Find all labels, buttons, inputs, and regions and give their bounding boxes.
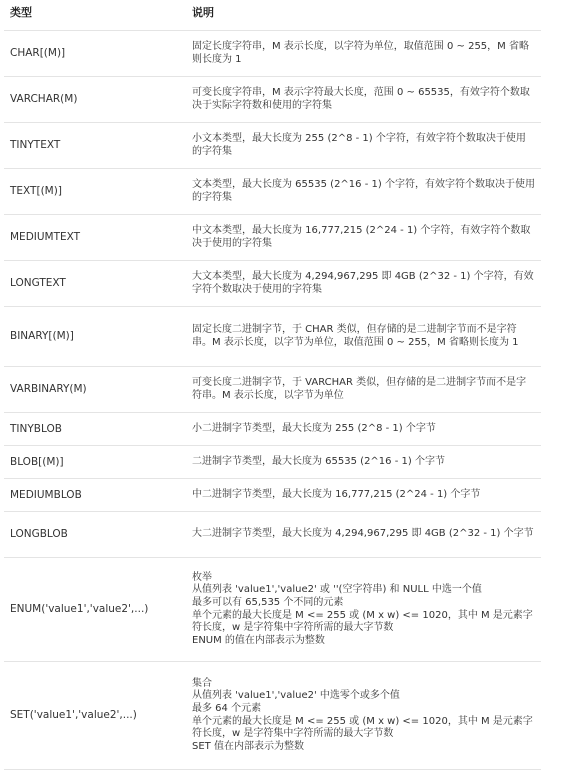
type-cell: MEDIUMBLOB bbox=[4, 479, 186, 512]
table-row bbox=[4, 446, 541, 479]
description-cell bbox=[186, 662, 541, 770]
description-cell bbox=[186, 446, 541, 479]
type-column-header: 类型 bbox=[4, 0, 186, 31]
description-line: 最多可以有 65,535 个不同的元素 bbox=[192, 596, 344, 608]
table-row bbox=[4, 261, 541, 307]
description-line: 单个元素的最大长度是 M <= 255 或 (M x w) <= 1020，其中 M 是元素字符长度，w 是字符集中字符所需的最大字节数 bbox=[192, 715, 533, 740]
description-line: 二进制字节类型，最大长度为 65535 (2^16 - 1) 个字节 bbox=[192, 455, 445, 467]
type-cell: LONGBLOB bbox=[4, 512, 186, 558]
description-cell bbox=[186, 307, 541, 367]
table-row bbox=[4, 123, 541, 169]
table-row bbox=[4, 215, 541, 261]
description-cell bbox=[186, 512, 541, 558]
type-cell: BINARY[(M)] bbox=[4, 307, 186, 367]
description-line: 中文本类型，最大长度为 16,777,215 (2^24 - 1) 个字符，有效字符个数取决于使用的字符集 bbox=[192, 224, 531, 249]
type-cell: CHAR[(M)] bbox=[4, 31, 186, 77]
table-row bbox=[4, 662, 541, 770]
description-line: 小文本类型，最大长度为 255 (2^8 - 1) 个字符，有效字符个数取决于使用的字符集 bbox=[192, 132, 526, 157]
description-line: 最多 64 个元素 bbox=[192, 702, 262, 714]
description-line: SET 值在内部表示为整数 bbox=[192, 740, 304, 752]
description-cell bbox=[186, 413, 541, 446]
type-cell: TINYTEXT bbox=[4, 123, 186, 169]
table-row bbox=[4, 558, 541, 662]
description-line: 单个元素的最大长度是 M <= 255 或 (M x w) <= 1020，其中 M 是元素字符长度，w 是字符集中字符所需的最大字节数 bbox=[192, 609, 533, 634]
description-cell bbox=[186, 169, 541, 215]
table-row bbox=[4, 77, 541, 123]
description-cell bbox=[186, 77, 541, 123]
description-cell bbox=[186, 367, 541, 413]
description-column-header: 说明 bbox=[186, 0, 541, 31]
description-line: 大二进制字节类型，最大长度为 4,294,967,295 即 4GB (2^32 - 1) 个字节 bbox=[192, 528, 534, 540]
description-cell bbox=[186, 558, 541, 662]
data-types-table bbox=[4, 0, 541, 770]
description-line: 固定长度二进制字节，于 CHAR 类似，但存储的是二进制字节而不是字符串。M 表示长度，以字节为单位，取值范围 0 ~ 255，M 省略则长度为 1 bbox=[192, 323, 519, 348]
description-cell bbox=[186, 31, 541, 77]
description-line: 大文本类型，最大长度为 4,294,967,295 即 4GB (2^32 - 1) 个字符，有效字符个数取决于使用的字符集 bbox=[192, 270, 534, 295]
type-cell: VARCHAR(M) bbox=[4, 77, 186, 123]
table-row bbox=[4, 169, 541, 215]
table-row bbox=[4, 367, 541, 413]
description-line: 文本类型，最大长度为 65535 (2^16 - 1) 个字符，有效字符个数取决于使用的字符集 bbox=[192, 178, 535, 203]
description-line: 从值列表 'value1','value2' 或 ''(空字符串) 和 NULL 中选一个值 bbox=[192, 584, 482, 596]
type-cell: TEXT[(M)] bbox=[4, 169, 186, 215]
type-cell: BLOB[(M)] bbox=[4, 446, 186, 479]
table-row bbox=[4, 413, 541, 446]
description-line: 集合 bbox=[192, 677, 212, 689]
description-line: 固定长度字符串，M 表示长度，以字符为单位，取值范围 0 ~ 255，M 省略则长度为 1 bbox=[192, 40, 529, 65]
type-cell: SET('value1','value2',...) bbox=[4, 662, 186, 770]
header-row bbox=[4, 0, 541, 31]
type-cell: MEDIUMTEXT bbox=[4, 215, 186, 261]
description-cell bbox=[186, 479, 541, 512]
type-cell: TINYBLOB bbox=[4, 413, 186, 446]
type-cell: LONGTEXT bbox=[4, 261, 186, 307]
table-body bbox=[4, 31, 541, 770]
description-cell bbox=[186, 261, 541, 307]
table-row bbox=[4, 479, 541, 512]
description-line: 可变长度二进制字节，于 VARCHAR 类似，但存储的是二进制字节而不是字符串。M 表示长度，以字节为单位 bbox=[192, 376, 527, 401]
description-cell bbox=[186, 123, 541, 169]
type-cell: ENUM('value1','value2',...) bbox=[4, 558, 186, 662]
table-row bbox=[4, 512, 541, 558]
description-line: 可变长度字符串，M 表示字符最大长度，范围 0 ~ 65535，有效字符个数取决于实际字符数和使用的字符集 bbox=[192, 86, 530, 111]
table-row bbox=[4, 307, 541, 367]
description-line: 从值列表 'value1','value2' 中选零个或多个值 bbox=[192, 690, 400, 702]
type-cell: VARBINARY(M) bbox=[4, 367, 186, 413]
description-line: 枚举 bbox=[192, 571, 212, 583]
table-row bbox=[4, 31, 541, 77]
description-line: 中二进制字节类型，最大长度为 16,777,215 (2^24 - 1) 个字节 bbox=[192, 488, 481, 500]
description-cell bbox=[186, 215, 541, 261]
description-line: 小二进制字节类型，最大长度为 255 (2^8 - 1) 个字节 bbox=[192, 422, 436, 434]
description-line: ENUM 的值在内部表示为整数 bbox=[192, 634, 325, 646]
